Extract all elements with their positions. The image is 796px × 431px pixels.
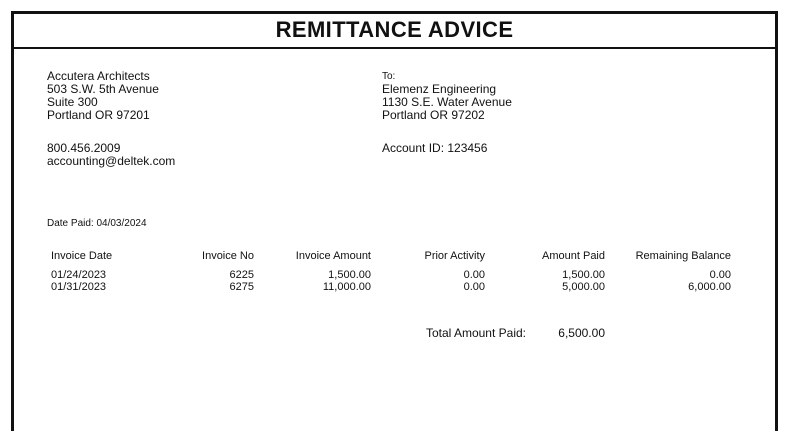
header-invoice-amount: Invoice Amount xyxy=(295,250,371,262)
table-row xyxy=(14,281,781,293)
header-invoice-no: Invoice No xyxy=(202,250,254,262)
sender-name: Accutera Architects xyxy=(47,69,150,83)
table-header-row xyxy=(14,250,781,262)
recipient-name: Elemenz Engineering xyxy=(382,82,497,96)
recipient-address xyxy=(382,70,512,122)
account-id: Account ID: 123456 xyxy=(382,141,488,155)
recipient-label: To: xyxy=(382,71,396,82)
cell-remaining-balance: 0.00 xyxy=(709,269,731,281)
cell-invoice-no: 6225 xyxy=(229,269,254,281)
remittance-document xyxy=(11,11,778,431)
total-amount-paid-value: 6,500.00 xyxy=(558,326,605,340)
cell-invoice-date: 01/24/2023 xyxy=(51,269,107,281)
table-row xyxy=(14,269,781,281)
sender-contact xyxy=(47,142,175,168)
date-paid: Date Paid: 04/03/2024 xyxy=(47,218,147,229)
header-prior-activity: Prior Activity xyxy=(424,250,485,262)
cell-remaining-balance: 6,000.00 xyxy=(688,281,731,293)
cell-amount-paid: 5,000.00 xyxy=(562,281,605,293)
header-remaining-balance: Remaining Balance xyxy=(635,250,731,262)
header-invoice-date: Invoice Date xyxy=(51,250,113,262)
sender-phone: 800.456.2009 xyxy=(47,141,121,155)
cell-invoice-no: 6275 xyxy=(229,281,254,293)
sender-address-line-1: 503 S.W. 5th Avenue xyxy=(47,82,159,96)
total-amount-paid-label: Total Amount Paid: xyxy=(425,326,526,340)
recipient-city: Portland OR 97202 xyxy=(382,108,485,122)
header-amount-paid: Amount Paid xyxy=(542,250,605,262)
sender-email: accounting@deltek.com xyxy=(47,154,176,168)
sender-city: Portland OR 97201 xyxy=(47,108,150,122)
cell-invoice-date: 01/31/2023 xyxy=(51,281,107,293)
sender-address-line-2: Suite 300 xyxy=(47,95,98,109)
cell-invoice-amount: 1,500.00 xyxy=(328,269,371,281)
sender-address xyxy=(47,70,159,122)
document-title: REMITTANCE ADVICE xyxy=(14,14,775,49)
cell-amount-paid: 1,500.00 xyxy=(562,269,605,281)
cell-prior-activity: 0.00 xyxy=(463,281,485,293)
cell-invoice-amount: 11,000.00 xyxy=(322,281,371,293)
recipient-address-line-1: 1130 S.E. Water Avenue xyxy=(382,95,512,109)
cell-prior-activity: 0.00 xyxy=(463,269,485,281)
